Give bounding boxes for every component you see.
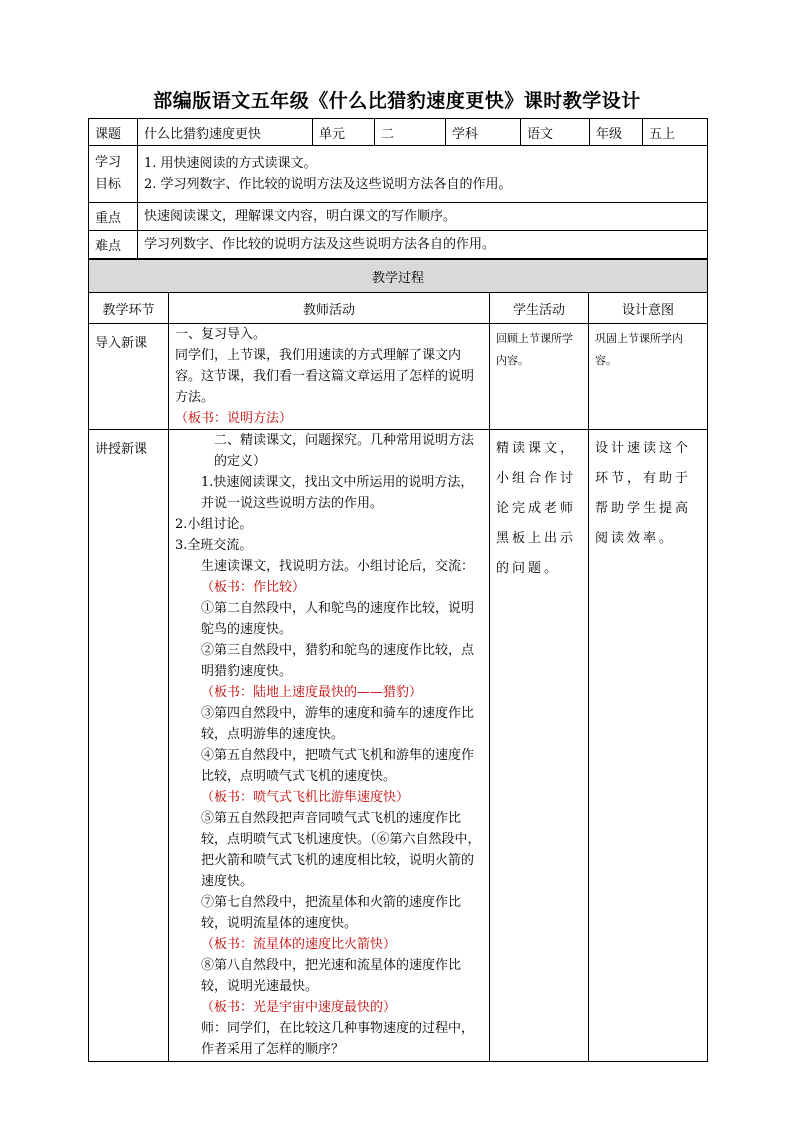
topic-value: 什么比猎豹速度更快	[138, 119, 313, 146]
goals-label: 学习目标	[89, 146, 138, 203]
teacher-paragraph: ⑤第五自然段把声音同喷气式飞机的速度作比较，点明喷气式飞机速度快。（⑥第六自然段中，把火箭和喷气式飞机的速度相比较，说明火箭的速度快。	[201, 811, 481, 889]
goal-item: 1. 用快速阅读的方式读课文。	[144, 156, 317, 171]
unit-value: 二	[375, 119, 446, 146]
board-note: （板书：流星体的速度比火箭快）	[201, 937, 397, 952]
key-label: 重点	[89, 203, 138, 231]
table-row	[89, 324, 708, 430]
teacher-paragraph: 生速读课文，找说明方法。小组讨论后，交流：	[201, 559, 475, 574]
board-note: （板书：作比较）	[201, 580, 306, 595]
board-note: （板书：光是宇宙中速度最快的）	[201, 1000, 397, 1015]
grade-label: 年级	[590, 119, 643, 146]
intent-cell: 巩固上节课所学内容。	[589, 324, 708, 430]
teacher-paragraph: ⑧第八自然段中，把光速和流星体的速度作比较，说明光速最快。	[201, 958, 462, 994]
board-note: （板书：说明方法）	[175, 411, 293, 426]
teacher-paragraph: 同学们，上节课，我们用速读的方式理解了课文内容。这节课，我们看一看这篇文章运用了怎样的说明方法。	[175, 348, 475, 405]
subject-value: 语文	[521, 119, 590, 146]
student-cell: 回顾上节课所学内容。	[490, 324, 589, 430]
teacher-paragraph: 1.快速阅读课文，找出文中所运用的说明方法，并说一说这些说明方法的作用。	[201, 475, 474, 511]
teacher-paragraph: 2.小组讨论。	[175, 517, 253, 532]
subject-label: 学科	[446, 119, 521, 146]
unit-label: 单元	[313, 119, 375, 146]
teacher-paragraph: ④第五自然段中，把喷气式飞机和游隼的速度作比较，点明喷气式飞机的速度快。	[201, 748, 475, 784]
difficulty-value: 学习列数字、作比较的说明方法及这些说明方法各自的作用。	[138, 231, 708, 259]
goal-item: 2. 学习列数字、作比较的说明方法及这些说明方法各自的作用。	[144, 177, 512, 192]
difficulty-label: 难点	[89, 231, 138, 259]
student-cell: 精读课文，小组合作讨论完成老师黑板上出示的问题。	[490, 430, 589, 1062]
teacher-paragraph: ①第二自然段中，人和鸵鸟的速度作比较，说明鸵鸟的速度快。	[201, 601, 475, 637]
teacher-paragraph: 一、复习导入。	[175, 327, 267, 342]
topic-label: 课题	[89, 119, 138, 146]
col-stage-header: 教学环节	[89, 293, 169, 324]
table-row	[89, 430, 708, 1062]
board-note: （板书：陆地上速度最快的——猎豹）	[201, 685, 423, 700]
teacher-paragraph: 师：同学们，在比较这几种事物速度的过程中，作者采用了怎样的顺序？	[201, 1021, 475, 1057]
process-header: 教学过程	[89, 260, 708, 293]
page-title: 部编版语文五年级《什么比猎豹速度更快》课时教学设计	[153, 90, 641, 112]
grade-value: 五上	[643, 119, 708, 146]
teacher-paragraph: ③第四自然段中，游隼的速度和骑车的速度作比较，点明游隼的速度快。	[201, 706, 475, 742]
col-student-header: 学生活动	[490, 293, 589, 324]
teacher-cell	[169, 430, 490, 1062]
key-value: 快速阅读课文，理解课文内容，明白课文的写作顺序。	[138, 203, 708, 231]
teacher-paragraph: ②第三自然段中，猎豹和鸵鸟的速度作比较，点明猎豹速度快。	[201, 643, 475, 679]
board-note: （板书：喷气式飞机比游隼速度快）	[201, 790, 410, 805]
teacher-paragraph: 二、精读课文，问题探究。几种常用说明方法的定义）	[214, 433, 475, 469]
stage-cell: 讲授新课	[89, 430, 169, 1062]
intent-cell: 设计速读这个环节，有助于帮助学生提高阅读效率。	[589, 430, 708, 1062]
goals-cell	[138, 146, 708, 203]
process-table	[88, 259, 708, 1062]
info-table	[88, 118, 708, 259]
teacher-cell	[169, 324, 490, 430]
col-teacher-header: 教师活动	[169, 293, 490, 324]
teacher-paragraph: 3.全班交流。	[175, 538, 253, 553]
col-intent-header: 设计意图	[589, 293, 708, 324]
stage-cell: 导入新课	[89, 324, 169, 430]
teacher-paragraph: ⑦第七自然段中，把流星体和火箭的速度作比较，说明流星体的速度快。	[201, 895, 462, 931]
